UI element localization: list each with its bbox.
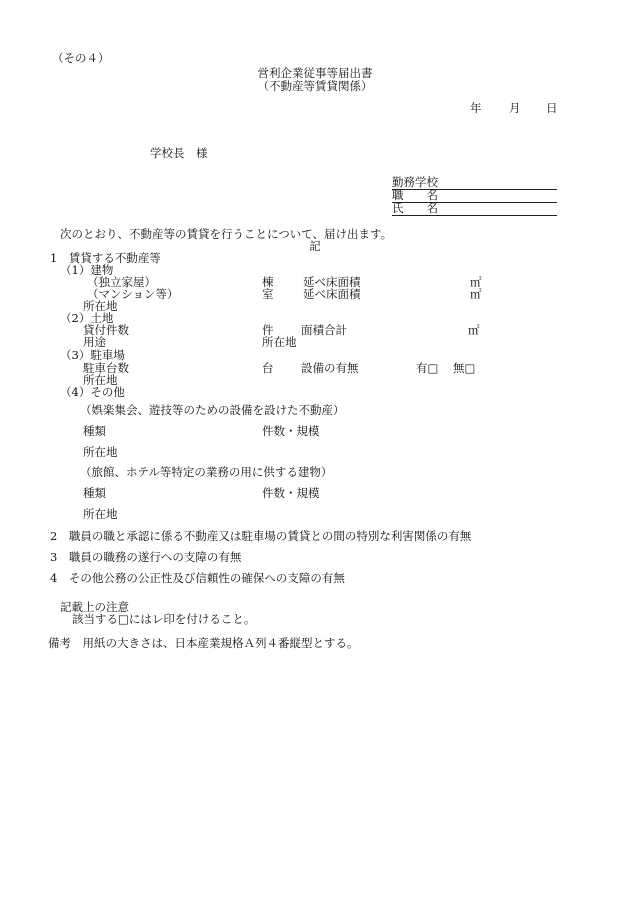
land-count-unit: 件 — [262, 323, 274, 337]
building-location: 所在地 — [83, 299, 118, 313]
notes-item: 該当する□にはレ印を付けること。 — [72, 612, 256, 626]
parking-label: （3）駐車場 — [60, 348, 125, 362]
intro-text: 次のとおり、不動産等の賃貸を行うことについて、届け出ます。 — [60, 227, 393, 241]
mansion-area-label: 延べ床面積 — [303, 287, 361, 301]
date-month-label: 月 — [509, 101, 521, 115]
parking-no-checkbox[interactable]: 無□ — [453, 361, 476, 375]
section2-text: 2 職員の職と承認に係る不動産又は駐車場の賃貸との間の特別な利害関係の有無 — [50, 529, 472, 543]
other-location1-label: 所在地 — [83, 445, 118, 459]
mansion-sqm: ㎡ — [470, 287, 482, 301]
detached-area-label: 延べ床面積 — [303, 275, 361, 289]
form-subtitle: （不動産等賃貸関係） — [257, 79, 373, 93]
land-label: （2）土地 — [60, 311, 114, 325]
name-field[interactable] — [392, 202, 557, 216]
date-day-label: 日 — [546, 101, 558, 115]
addressee: 学校長 様 — [150, 146, 208, 160]
section4-text: 4 その他公務の公正性及び信頼性の確保への支障の有無 — [50, 571, 345, 585]
ki-heading: 記 — [309, 239, 321, 253]
other-location2-label: 所在地 — [83, 507, 118, 521]
land-sqm: ㎡ — [468, 323, 480, 337]
entertainment-note: （娯楽集会、遊技等のための設備を設けた不動産） — [80, 403, 345, 417]
date-year-label: 年 — [470, 101, 482, 115]
detached-unit: 棟 — [262, 275, 274, 289]
land-count-label: 貸付件数 — [83, 323, 129, 337]
other-type2-label: 種類 — [83, 486, 106, 500]
other-scale1-label: 件数・規模 — [262, 424, 320, 438]
parking-yes-checkbox[interactable]: 有□ — [416, 361, 439, 375]
notes-heading: 記載上の注意 — [60, 600, 129, 614]
form-title: 営利企業従事等届出書 — [257, 66, 373, 80]
school-label: 勤務学校 — [392, 175, 438, 189]
section1-heading: 1 賃貸する不動産等 — [50, 251, 161, 265]
land-usage-label: 用途 — [83, 335, 106, 349]
mansion-label: （マンション等） — [87, 287, 179, 301]
land-location-label: 所在地 — [262, 335, 297, 349]
parking-count-unit: 台 — [262, 361, 274, 375]
hotel-note: （旅館、ホテル等特定の業務の用に供する建物） — [80, 465, 333, 479]
mansion-unit: 室 — [262, 287, 274, 301]
building-label: （1）建物 — [60, 263, 114, 277]
position-label: 職 名 — [392, 188, 438, 202]
other-type1-label: 種類 — [83, 424, 106, 438]
detached-sqm: ㎡ — [470, 275, 482, 289]
name-label: 氏 名 — [392, 201, 438, 215]
other-label: （4）その他 — [60, 385, 125, 399]
parking-location: 所在地 — [83, 373, 118, 387]
parking-equipment-label: 設備の有無 — [301, 361, 359, 375]
section3-text: 3 職員の職務の遂行への支障の有無 — [50, 550, 242, 564]
other-scale2-label: 件数・規模 — [262, 486, 320, 500]
land-area-label: 面積合計 — [301, 323, 347, 337]
remarks-text: 備考 用紙の大きさは、日本産業規格Ａ列４番縦型とする。 — [48, 636, 359, 650]
detached-label: （独立家屋） — [87, 275, 156, 289]
parking-count-label: 駐車台数 — [83, 361, 129, 375]
page-number: （その４） — [52, 51, 110, 65]
